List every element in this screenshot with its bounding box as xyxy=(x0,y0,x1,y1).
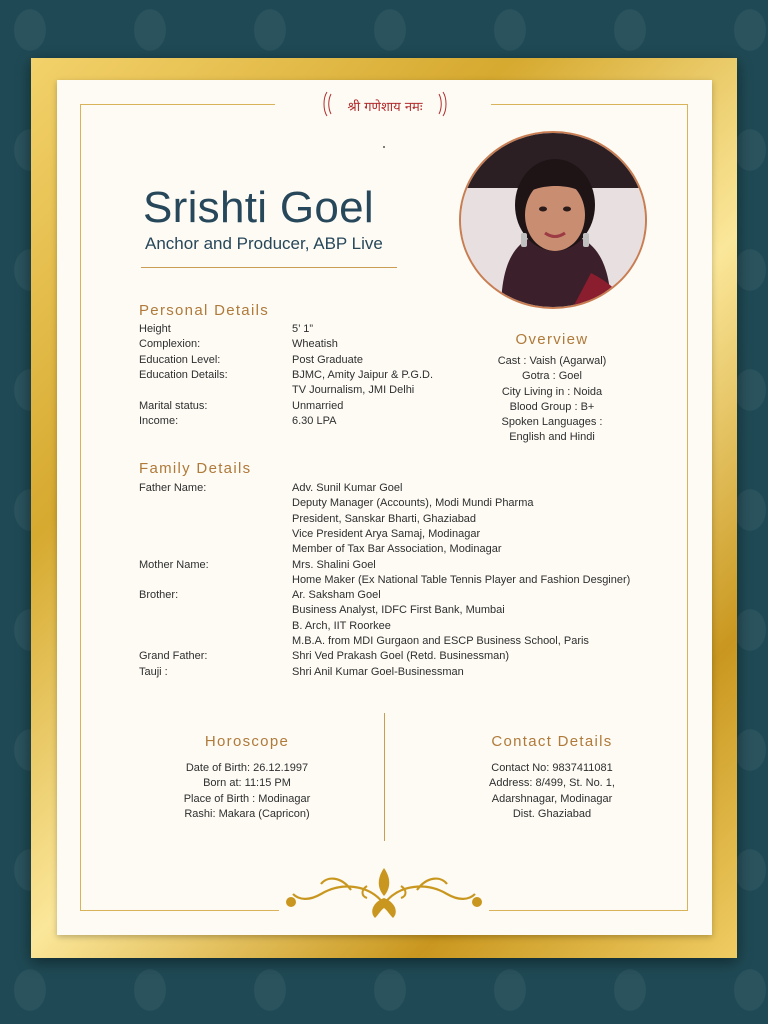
candidate-title: Anchor and Producer, ABP Live xyxy=(145,234,383,253)
family-value: Mrs. Shalini Goel xyxy=(292,558,376,571)
contact-block xyxy=(452,761,652,822)
overview-line: Blood Group : B+ xyxy=(509,400,595,413)
family-details-heading: Family Details xyxy=(139,460,252,477)
family-value: Deputy Manager (Accounts), Modi Mundi Pharma xyxy=(292,497,534,510)
personal-value: 6.30 LPA xyxy=(292,414,337,427)
personal-value: 5’ 1” xyxy=(292,323,313,335)
personal-label: Education Level: xyxy=(139,353,221,366)
header-ornament xyxy=(319,84,451,124)
family-value: Shri Anil Kumar Goel-Businessman xyxy=(292,665,464,678)
personal-label: Complexion: xyxy=(139,338,201,351)
overview-line: Cast : Vaish (Agarwal) xyxy=(497,355,607,367)
overview-line: English and Hindi xyxy=(509,431,595,444)
invocation-text: श्री गणेशाय नमः xyxy=(347,100,423,115)
personal-value: Post Graduate xyxy=(292,353,363,366)
family-value: Shri Ved Prakash Goel (Retd. Businessman) xyxy=(292,650,510,663)
family-value: Ar. Saksham Goel xyxy=(292,589,381,602)
family-label: Brother: xyxy=(139,589,179,602)
family-value: Adv. Sunil Kumar Goel xyxy=(292,482,403,494)
personal-label: Height xyxy=(139,323,171,335)
family-value: Member of Tax Bar Association, Modinagar xyxy=(292,543,502,556)
overview-heading: Overview xyxy=(515,331,589,348)
horoscope-block xyxy=(157,761,337,822)
name-underline xyxy=(141,267,397,268)
footer-ornament xyxy=(281,864,487,924)
family-value: M.B.A. from MDI Gurgaon and ESCP Business School, Paris xyxy=(292,635,589,647)
personal-label: Education Details: xyxy=(139,368,228,381)
contact-heading: Contact Details xyxy=(491,733,613,750)
overview-line: Spoken Languages : xyxy=(501,416,603,429)
personal-label: Marital status: xyxy=(139,399,208,412)
family-label: Father Name: xyxy=(139,482,207,494)
overview-line: Gotra : Goel xyxy=(522,370,582,383)
horoscope-heading: Horoscope xyxy=(204,733,290,750)
family-value: Vice President Arya Samaj, Modinagar xyxy=(292,527,481,540)
family-value: Business Analyst, IDFC First Bank, Mumbai xyxy=(292,604,505,617)
family-label: Grand Father: xyxy=(139,650,208,663)
personal-details-heading: Personal Details xyxy=(139,302,270,319)
candidate-name: Srishti Goel xyxy=(143,183,375,232)
contact-line: Address: 8/499, St. No. 1, xyxy=(489,777,615,790)
family-label: Mother Name: xyxy=(139,558,209,571)
contact-line: Dist. Ghaziabad xyxy=(512,807,592,820)
biodata-card xyxy=(57,80,712,935)
overview-line: City Living in : Noida xyxy=(501,385,603,398)
horoscope-line: Date of Birth: 26.12.1997 xyxy=(185,762,309,774)
contact-line: Contact No: 9837411081 xyxy=(491,762,613,774)
contact-line: Adarshnagar, Modinagar xyxy=(491,792,613,805)
horoscope-line: Place of Birth : Modinagar xyxy=(183,792,311,805)
personal-label: Income: xyxy=(139,414,179,427)
family-value: B. Arch, IIT Roorkee xyxy=(292,619,391,632)
family-value: Home Maker (Ex National Table Tennis Player and Fashion Desginer) xyxy=(292,573,631,586)
personal-value: BJMC, Amity Jaipur & P.G.D. xyxy=(292,368,434,381)
family-value: President, Sanskar Bharti, Ghaziabad xyxy=(292,512,477,525)
overview-block xyxy=(477,354,627,446)
personal-value: Wheatish xyxy=(292,338,338,351)
horoscope-line: Born at: 11:15 PM xyxy=(203,777,291,790)
personal-value: TV Journalism, JMI Delhi xyxy=(292,384,415,397)
family-label: Tauji : xyxy=(139,665,168,678)
section-divider xyxy=(384,713,385,841)
horoscope-line: Rashi: Makara (Capricon) xyxy=(184,807,310,820)
profile-photo xyxy=(459,131,647,309)
personal-value: Unmarried xyxy=(292,399,344,412)
